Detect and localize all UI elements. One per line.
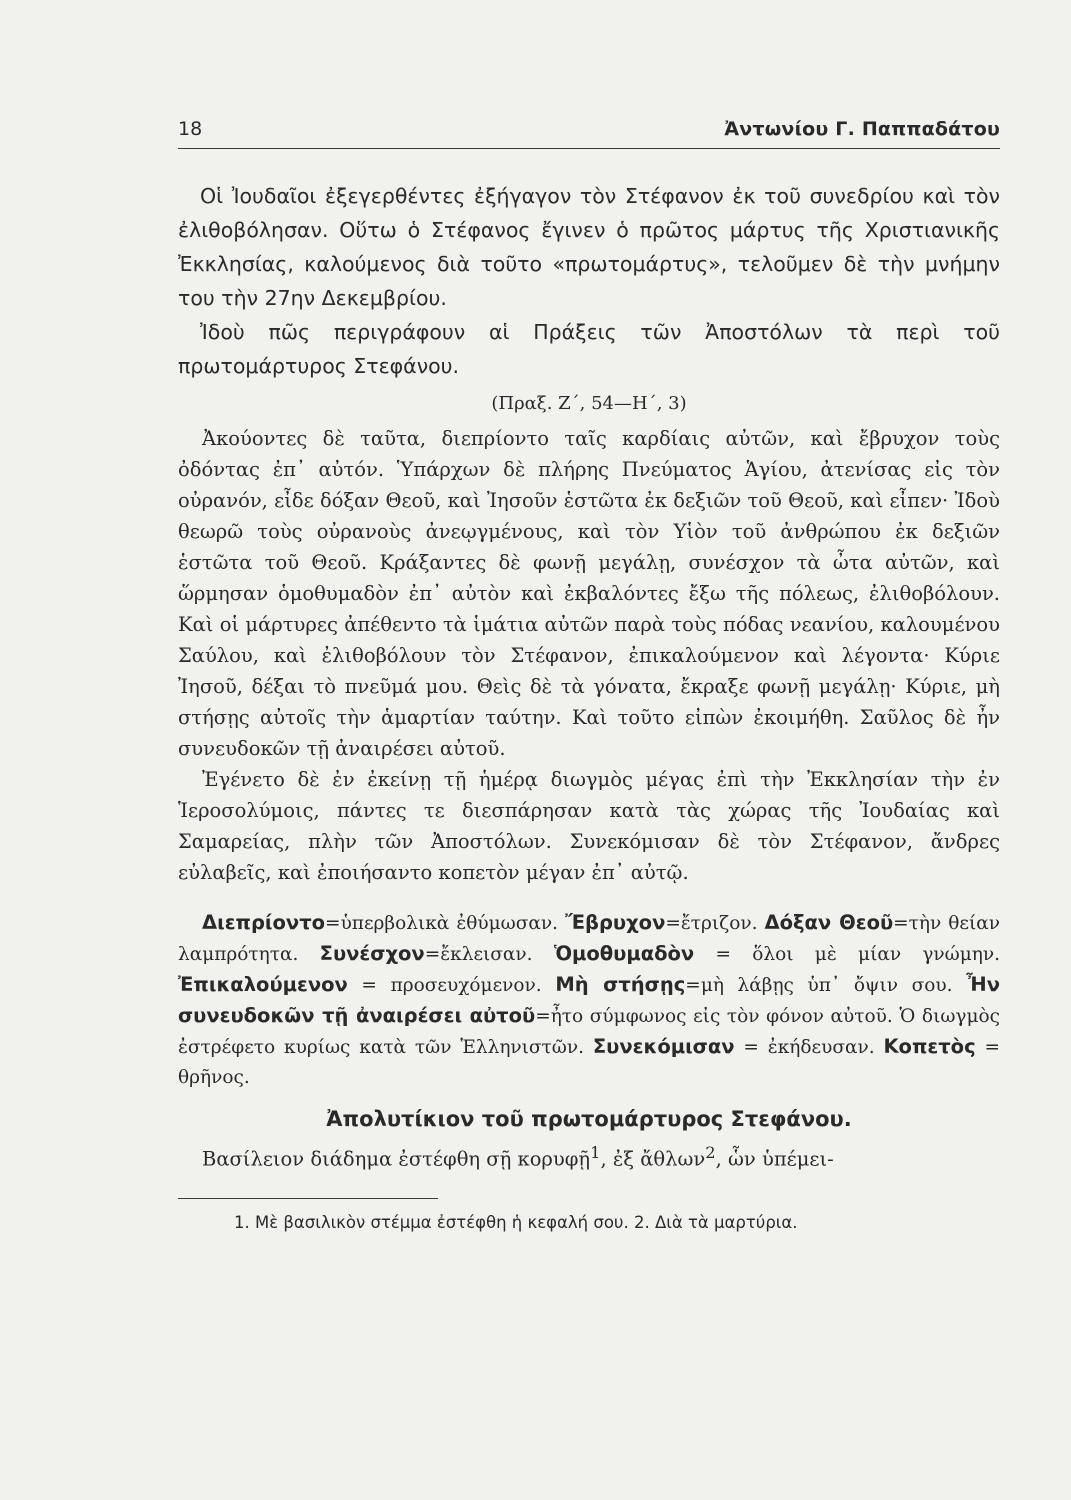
glossary-definition: ἦτο σύμφωνος εἰς τὸν φόνον αὐτοῦ. Ὁ διωγμὸς ἐστρέφετο κυρίως κατὰ τῶν Ἑλληνιστῶν. bbox=[178, 1006, 1000, 1058]
footnotes: 1. Μὲ βασιλικὸν στέμμα ἐστέφθη ἡ κεφαλή σου. 2. Διὰ τὰ μαρτύρια. bbox=[234, 1212, 798, 1232]
glossary-definition: ὅλοι μὲ μίαν γνώμην. bbox=[752, 944, 1000, 965]
glossary-term: Δόξαν Θεοῦ bbox=[764, 911, 894, 934]
footnote-mark: 2 bbox=[705, 1143, 716, 1162]
book-page bbox=[178, 118, 1000, 1232]
scripture-reference: (Πραξ. Ζ΄, 54—Η΄, 3) bbox=[491, 393, 687, 414]
glossary-term: Ἦν συνευδοκῶν τῇ ἀναιρέσει αὐτοῦ bbox=[178, 973, 1000, 1027]
intro-paragraph-2: Ἰδοὺ πῶς περιγράφουν αἱ Πράξεις τῶν Ἀποστόλων τὰ περὶ τοῦ πρωτομάρτυρος Στεφάνου. bbox=[178, 320, 1000, 378]
glossary-definition: ἔτριζον. bbox=[680, 913, 758, 934]
glossary-definition: ἔκλεισαν. bbox=[440, 944, 533, 965]
glossary-definition: ὑπερβολικὰ ἐθύμωσαν. bbox=[340, 913, 559, 934]
glossary-definition: τὴν θείαν λαμπρότητα. bbox=[178, 913, 1000, 965]
glossary-definition: προσευχόμενον. bbox=[390, 975, 542, 996]
glossary-term: Μὴ στήσῃς bbox=[555, 973, 686, 996]
apolytikion-text-part: , ὧν ὑπέμει- bbox=[715, 1147, 834, 1171]
glossary-term: Συνέσχον bbox=[319, 942, 425, 965]
apolytikion-title: Ἀπολυτίκιον τοῦ πρωτομάρτυρος Στεφάνου. bbox=[326, 1107, 852, 1131]
glossary: Διεπρίοντο=ὑπερβολικὰ ἐθύμωσαν. Ἔβρυχον=ἔτριζον. Δόξαν Θεοῦ=τὴν θείαν λαμπρότητα. Συνέσχον=ἔκλεισαν. Ὁμοθυμαδὸν = ὅλοι μὲ μίαν γνώμην. Ἐπικαλούμενον = προσευχόμενον. Μὴ στήσῃς=μὴ λάβῃς ὑπ᾿ ὄψιν σου. Ἦν συνευδοκῶν τῇ ἀναιρέσει αὐτοῦ=ἦτο σύμφωνος εἰς τὸν φόνον αὐτοῦ. Ὁ διωγμὸς ἐστρέφετο κυρίως κατὰ τῶν Ἑλληνιστῶν. Συνεκόμισαν = ἐκήδευσαν. Κοπετὸς = θρῆνος. bbox=[178, 911, 1000, 1088]
page-header bbox=[178, 118, 1000, 149]
scripture-paragraph-1: Ἀκούοντες δὲ ταῦτα, διεπρίοντο ταῖς καρδίαις αὐτῶν, καὶ ἔβρυχον τοὺς ὀδόντας ἐπ᾿ αὐτόν. Ὑπάρχων δὲ πλήρης Πνεύματος Ἁγίου, ἀτενίσας εἰς τὸν οὐρανόν, εἶδε δόξαν Θεοῦ, καὶ Ἰησοῦν ἑστῶτα ἐκ δεξιῶν τοῦ Θεοῦ, καὶ εἶπεν· Ἰδοὺ θεωρῶ τοὺς οὐρανοὺς ἀνεῳγμένους, καὶ τὸν Υἱὸν τοῦ ἀνθρώπου ἐκ δεξιῶν ἑστῶτα τοῦ Θεοῦ. Κράξαντες δὲ φωνῇ μεγάλῃ, συνέσχον τὰ ὦτα αὐτῶν, καὶ ὥρμησαν ὁμοθυμαδὸν ἐπ᾿ αὐτὸν καὶ ἐκβαλόντες ἔξω τῆς πόλεως, ἐλιθοβόλουν. Καὶ οἱ μάρτυρες ἀπέθεντο τὰ ἱμάτια αὐτῶν παρὰ τοὺς πόδας νεανίου, καλουμένου Σαύλου, καὶ ἐλιθοβόλουν τὸν Στέφανον, ἐπικαλούμενον καὶ λέγοντα· Κύριε Ἰησοῦ, δέξαι τὸ πνεῦμά μου. Θεὶς δὲ τὰ γόνατα, ἔκραξε φωνῇ μεγάλῃ· Κύριε, μὴ στήσῃς αὐτοῖς τὴν ἁμαρτίαν ταύτην. Καὶ τοῦτο εἰπὼν ἐκοιμήθη. Σαῦλος δὲ ἦν συνευδοκῶν τῇ ἀναιρέσει αὐτοῦ. bbox=[178, 427, 1000, 760]
footnote-mark: 1 bbox=[590, 1143, 601, 1162]
glossary-term: Συνεκόμισαν bbox=[592, 1035, 735, 1058]
glossary-definition: ἐκήδευσαν. bbox=[767, 1037, 875, 1058]
footnote-divider bbox=[178, 1198, 438, 1199]
intro-paragraph-1: Οἱ Ἰουδαῖοι ἐξεγερθέντες ἐξήγαγον τὸν Στέφανον ἐκ τοῦ συνεδρίου καὶ τὸν ἐλιθοβόλησαν. Οὕτω ὁ Στέφανος ἔγινεν ὁ πρῶτος μάρτυς τῆς Χριστιανικῆς Ἐκκλησίας, καλούμενος διὰ τοῦτο «πρωτομάρτυς», τελοῦμεν δὲ τὴν μνήμην του τὴν 27ην Δεκεμβρίου. bbox=[178, 184, 1000, 310]
glossary-definition: μὴ λάβῃς ὑπ᾿ ὄψιν σου. bbox=[700, 975, 953, 996]
glossary-term: Διεπρίοντο bbox=[202, 911, 326, 934]
glossary-term: Ὁμοθυμαδὸν bbox=[553, 942, 695, 965]
apolytikion-text-part: Βασίλειον διάδημα ἐστέφθη σῇ κορυφῇ bbox=[202, 1147, 591, 1171]
apolytikion-text bbox=[178, 1137, 1000, 1176]
apolytikion-text-part: , ἐξ ἄθλων bbox=[600, 1147, 706, 1171]
glossary-term: Ἔβρυχον bbox=[565, 911, 666, 934]
scripture-paragraph-2: Ἐγένετο δὲ ἐν ἐκείνῃ τῇ ἡμέρᾳ διωγμὸς μέγας ἐπὶ τὴν Ἐκκλησίαν τὴν ἐν Ἱεροσολύμοις, πάντες τε διεσπάρησαν κατὰ τὰς χώρας τῆς Ἰουδαίας καὶ Σαμαρείας, πλὴν τῶν Ἀποστόλων. Συνεκόμισαν δὲ τὸν Στέφανον, ἄνδρες εὐλαβεῖς, καὶ ἐποιήσαντο κοπετὸν μέγαν ἐπ᾿ αὐτῷ. bbox=[178, 768, 1000, 884]
glossary-definition: θρῆνος. bbox=[178, 1067, 250, 1088]
glossary-term: Κοπετὸς bbox=[883, 1035, 976, 1058]
page-number: 18 bbox=[178, 118, 203, 140]
glossary-term: Ἐπικαλούμενον bbox=[178, 973, 348, 996]
running-title: Ἀντωνίου Γ. Παππαδάτου bbox=[724, 118, 1000, 140]
